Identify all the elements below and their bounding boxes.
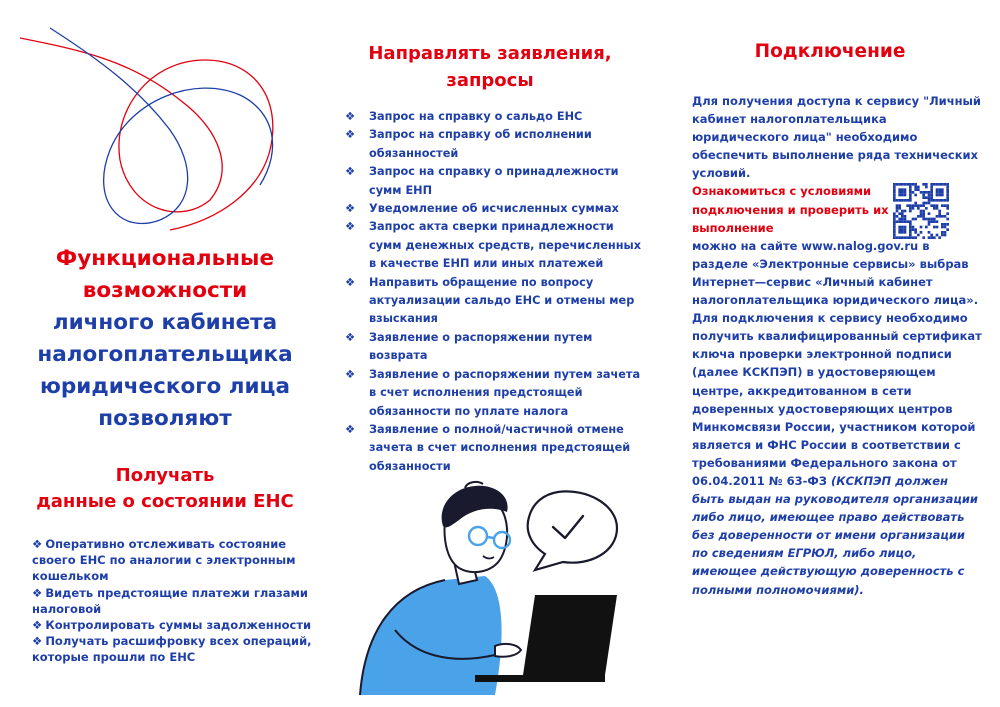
decorative-swirl: [20, 20, 290, 240]
title-line-2: возможности: [82, 278, 248, 303]
site-instructions: можно на сайте www.nalog.gov.ru в разделе «Электронные сервисы» выбрав Интернет—сервис «Личный кабинет налогоплательщика юридического лица».: [692, 238, 979, 308]
diamond-bullet-icon: ❖: [345, 422, 356, 436]
diamond-bullet-icon: ❖: [345, 202, 356, 216]
title-line-3: личного кабинета: [52, 310, 278, 335]
qr-code-icon: [893, 183, 949, 239]
certificate-requirements: Для подключения к сервису необходимо получить квалифицированный сертификат ключа проверки электронной подписи (далее КСКПЭП) в удостоверяющем центре, аккредитованном в сети доверенных удостоверяющих центров Минкомсвязи России, участником которой является и ФНС России в соответствии с требованиями Федерального закона от 06.04.2011 № 63-ФЗ (КСКПЭП должен быть выдан на руководителя организации либо лицо, имеющее право действовать без доверенности от имени организации по сведениям ЕГРЮЛ, либо лицо, имеющее действующую доверенность с полными полномочиями).: [692, 311, 982, 597]
person-laptop-illustration: [355, 480, 645, 695]
title-line-4: налогоплательщика: [37, 342, 293, 367]
title-line-5: юридического лица: [40, 374, 290, 399]
list-item: ❖ Запрос на справку о принадлежности сумм ЕНП: [345, 165, 619, 197]
diamond-bullet-icon: ❖: [32, 585, 43, 600]
title-line-1: Функциональные: [55, 246, 275, 271]
title-line-6: позволяют: [98, 406, 232, 431]
diamond-bullet-icon: ❖: [345, 110, 356, 123]
requests-title-line-2: запросы: [446, 70, 534, 91]
subtitle-line-2: данные о состоянии ЕНС: [36, 491, 294, 512]
list-item: ❖ Оперативно отслеживать состояние своего ЕНС по аналогии с электронным кошельком: [32, 537, 296, 584]
diamond-bullet-icon: ❖: [345, 367, 356, 381]
list-item: ❖ Заявление о распоряжении путем зачета в счет исполнения предстоящей обязанности по уплате налога: [345, 367, 641, 418]
subtitle-line-1: Получать: [115, 465, 215, 486]
list-item: ❖ Запрос на справку о сальдо ЕНС: [345, 108, 645, 126]
ens-subtitle: [15, 463, 315, 515]
list-item: ❖ Запрос на справку об исполнении обязанностей: [345, 128, 592, 160]
list-item: ❖ Контролировать суммы задолженности: [32, 618, 312, 633]
list-item: ❖ Видеть предстоящие платежи глазами налоговой: [32, 585, 308, 616]
requests-list: [345, 108, 645, 476]
list-item: ❖ Заявление о полной/частичной отмене зачета в счет исполнения предстоящей обязанности: [345, 422, 631, 473]
conditions-link-text: Ознакомиться с условиями подключения и проверить их выполнение: [692, 184, 889, 235]
connection-title: Подключение: [754, 41, 906, 62]
requests-title: [340, 40, 640, 94]
list-item: ❖ Уведомление об исчисленных суммах: [345, 200, 645, 218]
main-title: [15, 243, 315, 435]
requests-title-line-1: Направлять заявления,: [368, 43, 612, 64]
diamond-bullet-icon: ❖: [345, 330, 356, 344]
diamond-bullet-icon: ❖: [32, 537, 43, 551]
list-item: ❖ Получать расшифровку всех операций, которые прошли по ЕНС: [32, 634, 312, 665]
check-bubble-icon: [528, 491, 617, 570]
diamond-bullet-icon: ❖: [345, 220, 356, 234]
diamond-bullet-icon: ❖: [32, 634, 43, 649]
list-item: ❖ Направить обращение по вопросу актуализации сальдо ЕНС и отмены мер взыскания: [345, 275, 635, 326]
diamond-bullet-icon: ❖: [32, 618, 43, 633]
diamond-bullet-icon: ❖: [345, 275, 356, 289]
connection-intro: Для получения доступа к сервису "Личный кабинет налогоплательщика юридического лица" необходимо обеспечить выполнение ряда технических условий.: [692, 94, 981, 181]
connection-text: [692, 92, 982, 599]
diamond-bullet-icon: ❖: [345, 128, 356, 142]
diamond-bullet-icon: ❖: [345, 165, 356, 179]
list-item: ❖ Запрос акта сверки принадлежности сумм денежных средств, перечисленных в качестве ЕНП или иных платежей: [345, 220, 642, 271]
ens-feature-list: [32, 536, 312, 666]
list-item: ❖ Заявление о распоряжении путем возврата: [345, 330, 593, 363]
